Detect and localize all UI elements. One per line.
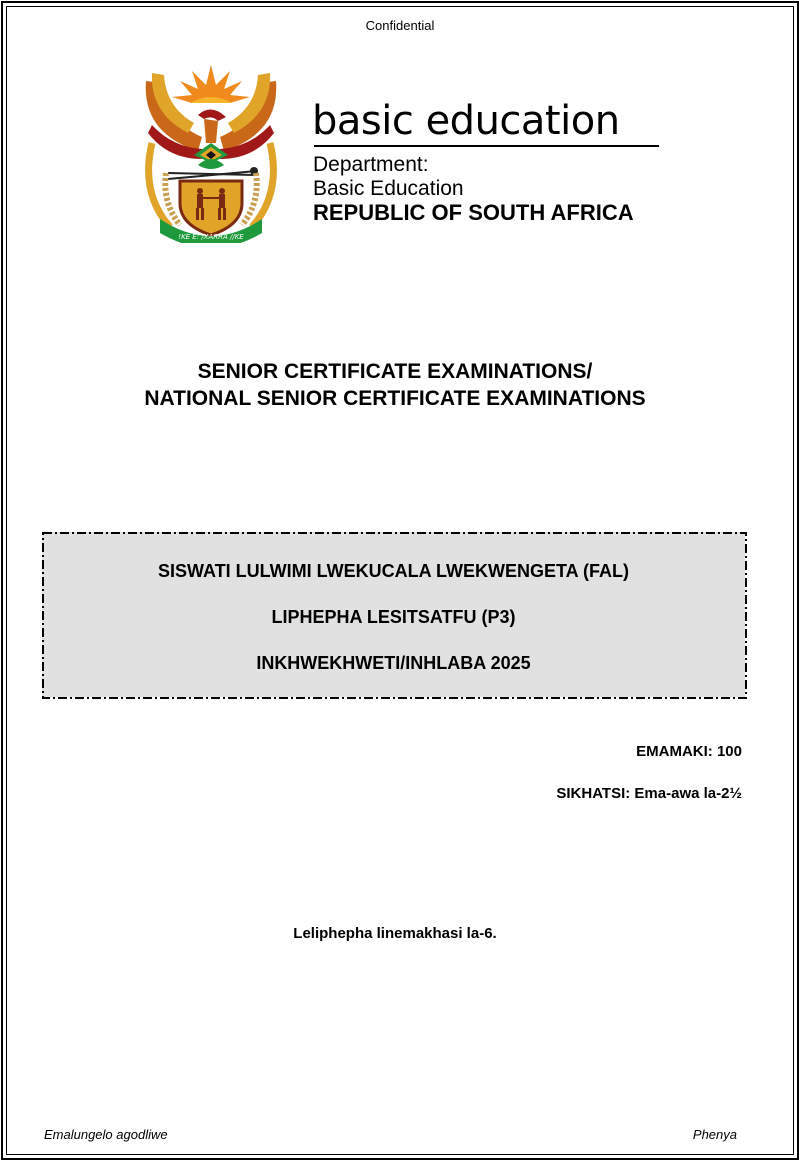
motto-text: !KE E: /XARRA //KE	[178, 233, 244, 241]
subject-title: SISWATI LULWIMI LWEKUCALA LWEKWENGETA (FAL)	[158, 561, 629, 581]
paper-title: LIPHEPHA LESITSATFU (P3)	[271, 607, 516, 627]
exam-heading-line1: SENIOR CERTIFICATE EXAMINATIONS/	[197, 360, 593, 383]
department-label: Department:	[313, 153, 429, 176]
country-name: REPUBLIC OF SOUTH AFRICA	[313, 200, 634, 225]
brand-divider	[314, 145, 659, 147]
confidential-label: Confidential	[365, 18, 435, 33]
exam-duration: SIKHATSI: Ema-awa la-2½	[556, 785, 742, 802]
subject-box	[42, 532, 745, 697]
copyright-notice: Emalungelo agodliwe	[44, 1127, 168, 1142]
coat-of-arms-icon	[138, 63, 284, 243]
total-marks: EMAMAKI: 100	[636, 743, 742, 760]
brand-title: basic education	[312, 98, 620, 144]
exam-heading-line2: NATIONAL SENIOR CERTIFICATE EXAMINATIONS	[144, 387, 646, 410]
page-count-note: Leliphepha linemakhasi la-6.	[293, 925, 497, 942]
turn-over-note: Phenya	[692, 1127, 737, 1142]
sun-icon	[172, 65, 250, 103]
department-name: Basic Education	[313, 177, 464, 200]
exam-session: INKHWEKHWETI/INHLABA 2025	[256, 653, 531, 673]
